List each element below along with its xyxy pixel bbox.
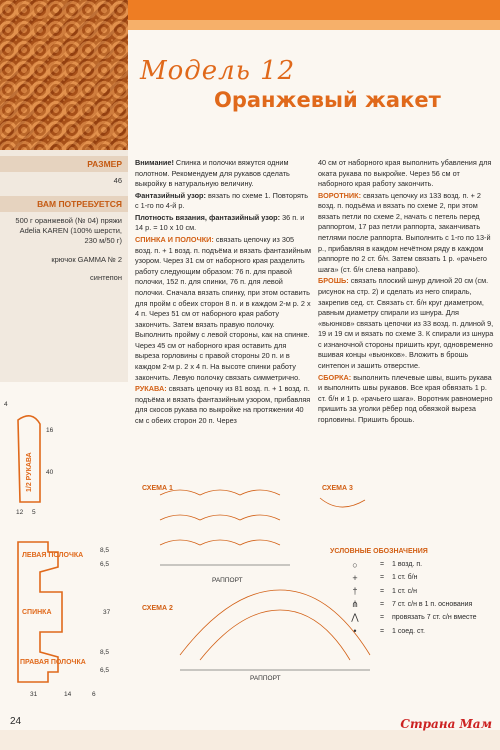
dim-40: 40 [46,469,54,476]
paragraph-text: Спинка и полочки вяжутся одним полотном. Рекомендуем для рукавов сделать выкройку в натуральную величину. [135,158,290,189]
paragraph-lead: Внимание! [135,158,174,167]
materials-heading: ВАМ ПОТРЕБУЕТСЯ [0,196,128,212]
legend-text: провязать 7 ст. с/н вместе [392,614,477,622]
dim-6: 6 [92,691,96,698]
legend-symbol: • [353,626,357,637]
dim-4: 4 [4,401,8,408]
dim-8-5-a: 8,5 [100,547,110,554]
dim-6-5-b: 6,5 [100,667,110,674]
equals-sign: = [380,574,385,582]
equals-sign: = [380,614,385,622]
legend-rows [330,558,495,638]
paragraph [318,276,495,371]
equals-sign: = [380,627,385,635]
paragraph-text: 40 см от наборного края выполнить убавления для оката рукава по выкройке. Через 56 см от наборного края работу закончить. [318,158,492,189]
legend [330,548,495,638]
page-number: 24 [10,716,22,727]
section-heading: СПИНКА И ПОЛОЧКИ: [135,235,214,245]
legend-item [330,558,495,571]
paragraph [135,384,312,426]
section-heading: СБОРКА: [318,372,352,382]
legend-text: 7 ст. с/н в 1 п. основания [392,601,473,609]
left-front-label: ЛЕВАЯ ПОЛОЧКА [22,552,84,559]
paragraph-text: связать цепочку из 133 возд. п. + 2 возд. п. подъёма и вязать по схеме 2, при этом вязать петли по схеме 2, начать с петель перед раппортом, 17 раз петли раппорта, заканчивать петлями после раппорта. Выполнить с 1-го по 13-й р., прибавляя в каждом нечётном ряду в каждом раппорте по 2 ст. б/н. Затем связать 1 р. «рачьего шага» (ст. б/н слева направо). [318,190,491,274]
header-bar [128,0,500,20]
scheme-2-title: СХЕМА 2 [142,605,173,612]
back-label: СПИНКА [22,609,52,616]
rapport-1-label: РАППОРТ [212,577,243,584]
section-heading: ВОРОТНИК: [318,190,362,200]
dim-8-5-b: 8,5 [100,649,110,656]
hook-spec: крючок GAMMA № 2 [51,254,122,264]
paragraph-text: связать цепочку из 81 возд. п. + 1 возд. п. подъёма и вязать фантазийным узором, прибавляя для скосов рукава по выкройке на протяжении 40 см с обеих сторон 20 п. Через [135,384,311,425]
dim-16: 16 [46,427,54,434]
legend-symbol: ⋀ [351,612,359,623]
paragraph-lead: Фантазийный узор: [135,190,206,200]
legend-item [330,624,495,637]
legend-text: 1 ст. б/н [392,574,418,582]
knit-texture-photo [0,0,128,150]
paragraph [135,191,312,212]
paragraph-text: связать цепочку из 305 возд. п. + 1 возд. п. подъёма и вязать фантазийным узором. Через 31 см от наборного края разделить работу следующим образом: 76 п. для правой полочки, 152 п. для спинки, 76 п. для левой полочки. Сначала вязать спинку, при этом оставить для пройм с обеих сторон 8 п. и в каждом 2-м р. 2 х 4 п. Через 51 см от наборного края работу закончить. Затем вязать правую полочку. Выполнить пройму с левой стороны, как на спинке. Через 45 см от наборного края оставить для выреза горловины с правой стороны 20 п. и в каждом 2-м р. 2 х 4 п. На высоте спинки работу закончить. Левую полочку связать симметрично. [135,235,311,382]
dim-5: 5 [32,509,36,516]
equals-sign: = [380,601,385,609]
paragraph [135,158,312,190]
paragraph [135,213,312,234]
rapport-2-label: РАППОРТ [250,675,281,682]
paragraph [318,158,495,190]
section-heading: РУКАВА: [135,384,167,394]
legend-symbol: ○ [352,559,358,570]
legend-symbol: † [352,586,358,597]
legend-text: 1 ст. с/н [392,587,417,595]
size-value: 46 [113,176,122,185]
right-front-label: ПРАВАЯ ПОЛОЧКА [20,659,86,666]
paragraph [318,373,495,426]
page-title: Оранжевый жакет [214,88,441,112]
size-heading: РАЗМЕР [0,156,128,172]
sleeve-label: 1/2 РУКАВА [26,452,33,492]
header-bar-light [128,20,500,30]
equals-sign: = [380,587,385,595]
legend-symbol: + [352,572,358,583]
legend-item [330,611,495,624]
legend-text: 1 соед. ст. [392,627,425,635]
materials-column [0,150,128,382]
instructions [135,158,495,488]
dim-12: 12 [16,509,24,516]
legend-symbol: ⋔ [351,599,359,610]
legend-item [330,585,495,598]
dim-31: 31 [30,691,38,698]
equals-sign: = [380,561,385,569]
paragraph [318,191,495,276]
paragraph-text: выполнить плечевые швы, вшить рукава и выполнить швы рукавов. Все края обвязать 1 р. ст. б/н и 1 р. «рачьего шага». Воротник равномерно пришить за уголки рёбер под обвязкой выреза горловины. Пришить брошь. [318,372,493,424]
model-number: Модель 12 [140,56,296,86]
scheme-1-title: СХЕМА 1 [142,485,173,492]
dim-37: 37 [103,609,111,616]
paragraph-text: 36 п. и 14 р. = 10 х 10 см. [135,212,305,233]
legend-item [330,598,495,611]
legend-item [330,571,495,584]
other-spec: синтепон [90,272,122,282]
legend-text: 1 возд. п. [392,561,423,569]
paragraph-text: вязать по схеме 1. Повторять с 1-го по 4-й р. [135,190,309,211]
dim-14: 14 [64,691,72,698]
legend-title: УСЛОВНЫЕ ОБОЗНАЧЕНИЯ [330,548,428,555]
pattern-diagram [0,392,128,702]
paragraph-lead: Плотность вязания, фантазийный узор: [135,212,281,222]
watermark: Страна Мам [400,717,492,731]
scheme-3-title: СХЕМА 3 [322,485,353,492]
instructions-column-2 [318,158,495,488]
footer-strip [0,730,500,750]
instructions-column-1 [135,158,312,488]
paragraph-text: связать плоский шнур длиной 20 см (см. рисунок на стр. 2) и сделать из него спираль, закрепив сед. ст. Связать ст. б/н круг диаметром, равным диаметру спирали из шнура. Для «вьюнков» связать цепочки из 33 возд. п. длиной 9, 19 и 19 см и вязать по схеме 3. К спирали из шнура с изнаночной стороны пришить круг, одновременно вшивая концы «вьюнков». Вложить в брошь синтепон и зашить отверстие. [318,276,494,370]
yarn-spec: 500 г оранжевой (№ 04) пряжи Adelia KAREN (100% шерсти, 230 м/50 г) [15,216,122,246]
dim-6-5-a: 6,5 [100,561,110,568]
paragraph [135,235,312,383]
section-heading: БРОШЬ: [318,276,349,286]
